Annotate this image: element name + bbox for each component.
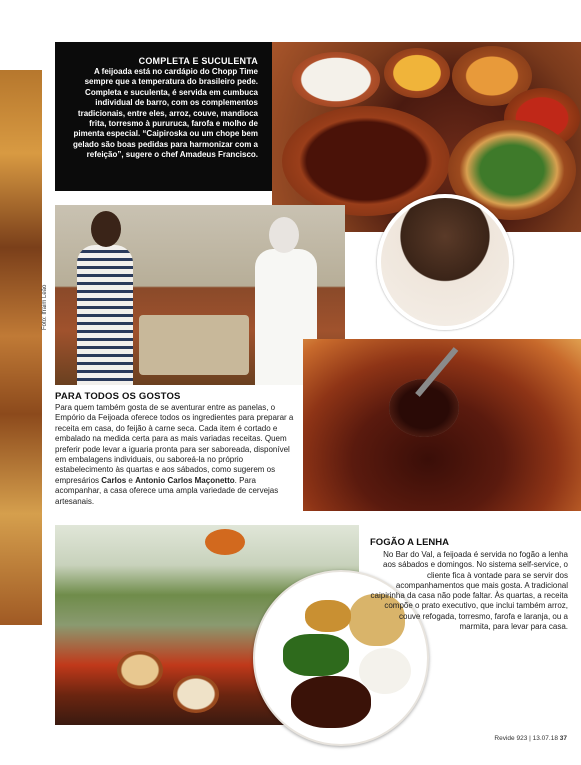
- section-para-todos-os-gostos: [55, 391, 301, 507]
- photo-credit: Foto: Ifraim Leão: [42, 284, 48, 330]
- entrepreneur-name: Antonio Carlos Maçonetto: [135, 475, 235, 485]
- ladle-feijoada-photo: [303, 339, 581, 511]
- intro-body: A feijoada está no cardápio do Chopp Time sempre que a temperatura do brasileiro pede. Completa e suculenta, é servida em cumbuca individual de barro, com os complementos tradicionais, entre eles, arroz, couve, mandioca frita, torresmo à pururuca, farofa e molho de pimenta especial. “Caipiroska ou um chope bem gelado são boas pedidas para harmonizar com a refeição”, sugere o chef: [73, 67, 258, 160]
- intro-text: [65, 67, 258, 161]
- owners-photo: [55, 205, 345, 385]
- chef-name: Amadeus Francisco.: [179, 150, 258, 160]
- section-body: [55, 403, 301, 507]
- body-text-end: . Para acompanhar, a casa oferece uma ampla variedade de cervejas artesanais.: [55, 475, 279, 506]
- food-photo-left-strip: [0, 70, 42, 625]
- entrepreneur-name: Carlos: [101, 475, 127, 485]
- intro-title: COMPLETA E SUCULENTA: [138, 56, 258, 66]
- section-fogao-a-lenha: [370, 537, 568, 632]
- body-text: Para quem também gosta de se aventurar entre as panelas, o Empório da Feijoada oferece todos os ingredientes para preparar a receita em casa, do feijão à carne seca. Cada item é cortado e embalado na medida certa para as mais variadas receitas. Quem preferir pode levar a iguaria pronta para ser saboreada, disponível em embalagens individuais, ou saboreá-la no próprio estabelecimento às quartas e aos sábados, como sugerem os empresários: [55, 403, 294, 485]
- issue-date: 13.07.18: [532, 735, 558, 742]
- section-title: PARA TODOS OS GOSTOS: [55, 391, 181, 402]
- footer-separator: |: [529, 735, 531, 742]
- intro-box: [55, 42, 272, 191]
- section-body: No Bar do Val, a feijoada é servida no fogão a lenha aos sábados e domingos. No sistema self-service, o cliente fica à vontade para se servir dos acompanhamentos que mais gosta. A tradicional caipirinha da casa não pode faltar. Às quartas, a receita compõe o prato executivo, que inclui também arroz, couve refogada, torresmo, farofa e laranja, ou a marmita, para levar para casa.: [370, 550, 568, 632]
- page-number: 37: [559, 735, 567, 742]
- magazine-issue: Revide 923: [494, 735, 528, 742]
- chef-portrait-photo: [377, 194, 513, 330]
- conjunction: e: [128, 475, 133, 485]
- page-footer: [494, 735, 567, 742]
- section-title: FOGÃO A LENHA: [370, 537, 449, 548]
